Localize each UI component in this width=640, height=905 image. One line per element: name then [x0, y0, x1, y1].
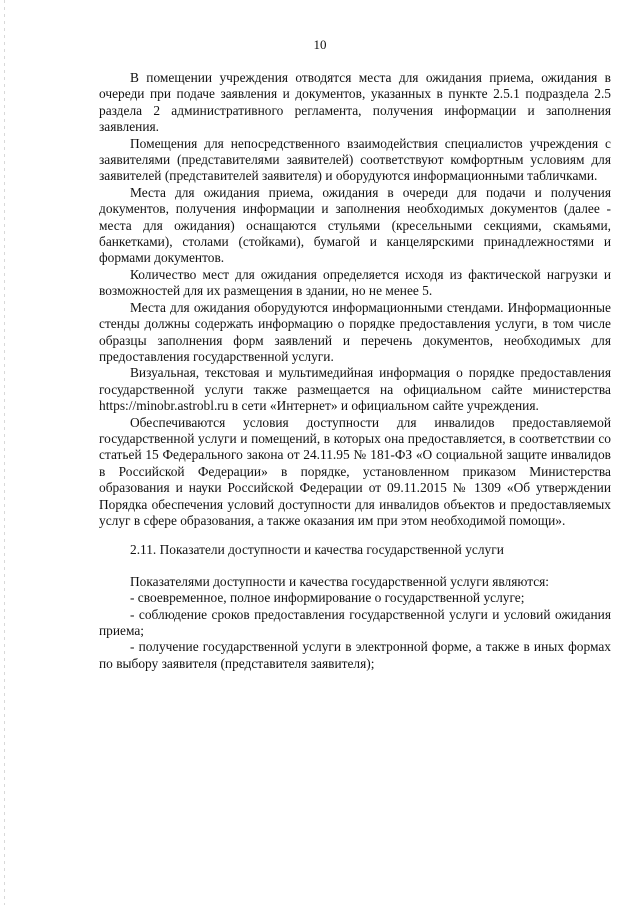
document-body	[99, 70, 611, 672]
paragraph-info-stands: Места для ожидания оборудуются информационными стендами. Информационные стенды должны содержать информацию о порядке предоставления услуги, в том числе образцы заполнения форм заявлений и перечень документов, необходимых для предоставления государственной услуги.	[99, 299, 611, 364]
paragraph-waiting-places: В помещении учреждения отводятся места для ожидания приема, ожидания в очереди при подаче заявления и документов, указанных в пункте 2.5.1 подраздела 2.5 раздела 2 административного регламента, получения информации и заполнения заявления.	[99, 70, 611, 135]
list-item: - своевременное, полное информирование о государственной услуге;	[130, 590, 525, 606]
list-item: - получение государственной услуги в электронной форме, а также в иных формах по выбору заявителя (представителя заявителя);	[99, 639, 611, 671]
list-item: - соблюдение сроков предоставления государственной услуги и условий ожидания приема;	[99, 606, 611, 638]
scan-edge-artifact	[4, 0, 5, 905]
paragraph-places-count: Количество мест для ожидания определяется исходя из фактической нагрузки и возможностей для их размещения в здании, но не менее 5.	[99, 266, 611, 299]
section-intro: Показателями доступности и качества государственной услуги являются:	[130, 573, 550, 589]
paragraph-accessibility: Обеспечиваются условия доступности для инвалидов предоставляемой государственной услуги и помещений, в которых она предоставляется, в соответствии со статьей 15 Федерального закона от 24.11.95 № 181-ФЗ «О социальной защите инвалидов в Российской Федерации» в порядке, установленном приказом Министерства образования и науки Российской Федерации от 09.11.2015 № 1309 «Об утверждении Порядка обеспечения условий доступности для инвалидов объектов и предоставляемых услуг в сфере образования, а также оказания им при этом необходимой помощи».	[99, 414, 611, 528]
section-heading: 2.11. Показатели доступности и качества государственной услуги	[130, 542, 504, 558]
paragraph-website-info: Визуальная, текстовая и мультимедийная информация о порядке предоставления государственной услуги также размещается на официальном сайте министерства https://minobr.astrobl.ru в сети «Интернет» и официальном сайте учреждения.	[99, 365, 611, 414]
paragraph-interaction-rooms: Помещения для непосредственного взаимодействия специалистов учреждения с заявителями (представителями заявителей) соответствуют комфортным условиям для заявителей (представителей заявителя) и оборудуются информационными табличками.	[99, 135, 611, 184]
page-number: 10	[313, 37, 327, 52]
paragraph-waiting-equipment: Места для ожидания приема, ожидания в очереди для подачи и получения документов, получения информации и заполнения необходимых документов (далее - места для ожидания) оснащаются стульями (кресельными секциями, скамьями, банкетками), столами (стойками), бумагой и канцелярскими принадлежностями и формами документов.	[99, 184, 611, 266]
